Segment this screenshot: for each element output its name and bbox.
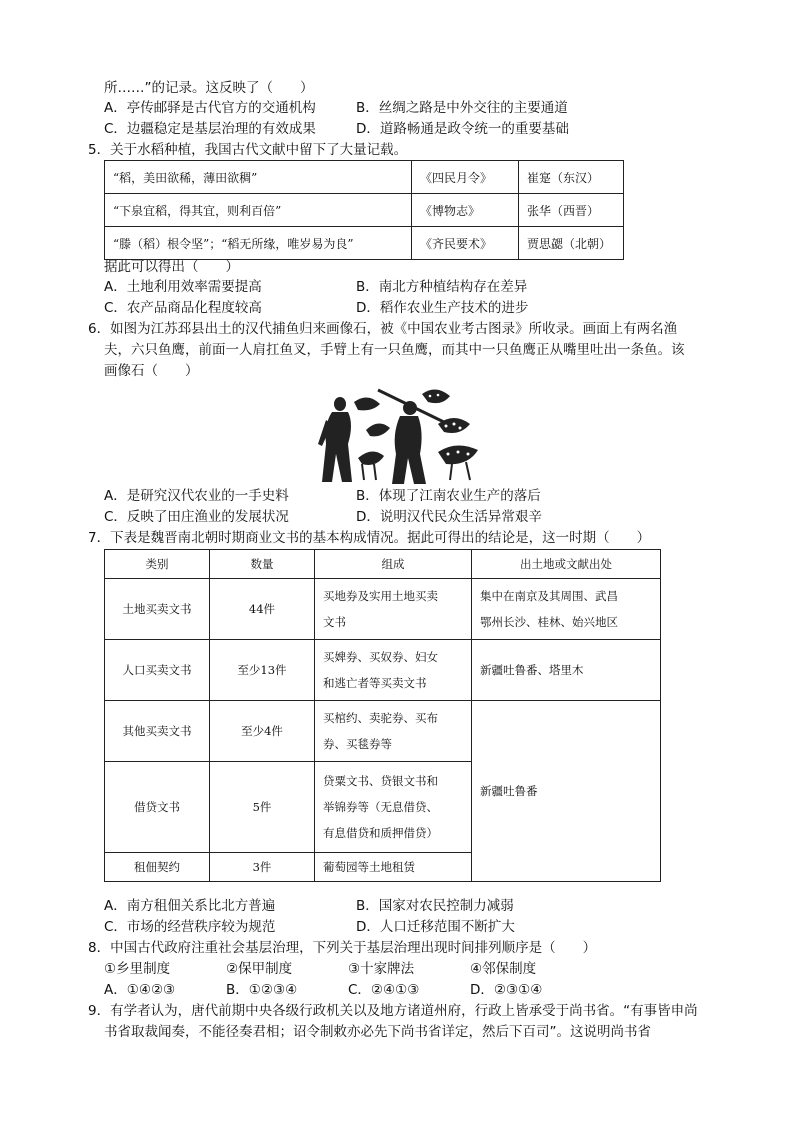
q6-option-d[interactable]: D．说明汉代民众生活异常艰辛 <box>356 509 542 525</box>
q4-option-d[interactable]: D．道路畅通是政令统一的重要基础 <box>356 121 569 137</box>
q8-stem: 8．中国古代政府注重社会基层治理，下列关于基层治理出现时间排列顺序是（ ） <box>88 940 597 956</box>
q4-option-a[interactable]: A．亭传邮驿是古代官方的交通机构 <box>104 100 316 116</box>
cell-line: 券、买毯券等 <box>323 737 392 751</box>
table-header: 出土地或文献出处 <box>472 550 661 579</box>
q4-option-c[interactable]: C．边疆稳定是基层治理的有效成果 <box>104 121 316 137</box>
q7-option-c[interactable]: C．市场的经营秩序较为规范 <box>104 919 276 935</box>
q5-after: 据此可以得出（ ） <box>104 259 239 275</box>
q7-option-a[interactable]: A．南方租佃关系比北方普遍 <box>104 898 276 914</box>
table-cell: 新疆吐鲁番、塔里木 <box>472 640 661 701</box>
table-header: 数量 <box>210 550 315 579</box>
q8-option-c[interactable]: C．②④①③ <box>348 982 420 998</box>
table-row <box>105 227 624 260</box>
table-cell: 张华（西晋） <box>519 194 624 227</box>
table-cell: 借贷文书 <box>105 762 210 853</box>
q7-stem: 7．下表是魏晋南北朝时期商业文书的基本构成情况。据此可得出的结论是，这一时期（ ） <box>88 530 651 546</box>
table-cell <box>315 701 472 762</box>
table-row <box>105 701 661 762</box>
q8-item-2: ②保甲制度 <box>226 961 293 977</box>
table-cell: 土地买卖文书 <box>105 579 210 640</box>
q8-option-b[interactable]: B．①②③④ <box>226 982 298 998</box>
table-cell: 贾思勰（北朝） <box>519 227 624 260</box>
table-cell: 崔寔（东汉） <box>519 161 624 194</box>
q5-option-b[interactable]: B．南北方种植结构存在差异 <box>356 279 528 295</box>
table-cell: 44件 <box>210 579 315 640</box>
q9-stem-line-2: 书省取裁闻奏，不能径奏君相；诏令制敕亦必先下尚书省详定，然后下百司”。这说明尚书省 <box>104 1024 651 1040</box>
table-header: 组成 <box>315 550 472 579</box>
q5-option-c[interactable]: C．农产品商品化程度较高 <box>104 300 262 316</box>
table-cell: 《博物志》 <box>412 194 519 227</box>
table-row <box>105 640 661 701</box>
q6-option-c[interactable]: C．反映了田庄渔业的发展状况 <box>104 509 289 525</box>
q5-table <box>104 160 624 260</box>
cell-line: 买棺约、卖驼券、买布 <box>323 711 438 725</box>
table-cell: 《四民月令》 <box>412 161 519 194</box>
q6-option-b[interactable]: B．体现了江南农业生产的落后 <box>356 488 541 504</box>
q8-option-a[interactable]: A．①④②③ <box>104 982 176 998</box>
q4-stem-tail: 所……”的记录。这反映了（ ） <box>104 80 314 96</box>
table-cell <box>315 762 472 853</box>
cell-line: 贷粟文书、贷银文书和 <box>323 774 438 788</box>
table-cell: 至少4件 <box>210 701 315 762</box>
table-row <box>105 550 661 579</box>
q7-option-d[interactable]: D．人口迁移范围不断扩大 <box>356 919 515 935</box>
q5-stem: 5．关于水稻种植，我国古代文献中留下了大量记载。 <box>88 142 408 158</box>
table-cell: 葡萄园等土地租赁 <box>315 853 472 882</box>
cell-line: 有息借贷和质押借贷） <box>323 826 438 840</box>
table-cell <box>472 579 661 640</box>
q7-table <box>104 549 661 882</box>
table-header: 类别 <box>105 550 210 579</box>
q4-option-b[interactable]: B．丝绸之路是中外交往的主要通道 <box>356 100 568 116</box>
q6-option-a[interactable]: A．是研究汉代农业的一手史料 <box>104 488 289 504</box>
table-cell: 租佃契约 <box>105 853 210 882</box>
q8-item-1: ①乡里制度 <box>104 961 171 977</box>
table-cell: 新疆吐鲁番 <box>472 701 661 882</box>
table-cell: 其他买卖文书 <box>105 701 210 762</box>
q7-option-b[interactable]: B．国家对农民控制力减弱 <box>356 898 514 914</box>
table-cell: 3件 <box>210 853 315 882</box>
table-cell: “稻，美田欲稀，薄田欲稠” <box>105 161 412 194</box>
table-cell: “滕（稻）根令坚”；“稻无所缘，唯岁易为良” <box>105 227 412 260</box>
cell-line: 鄂州长沙、桂林、始兴地区 <box>480 615 618 629</box>
cell-line: 买地券及实用土地买卖 <box>323 589 438 603</box>
cell-line: 举锦券等（无息借贷、 <box>323 800 438 814</box>
cell-line: 买婢券、买奴券、妇女 <box>323 650 438 664</box>
q5-option-a[interactable]: A．土地利用效率需要提高 <box>104 279 262 295</box>
q8-item-4: ④邻保制度 <box>470 961 537 977</box>
q8-option-d[interactable]: D．②③①④ <box>470 982 543 998</box>
fishing-stone-relief-image <box>318 384 496 484</box>
q6-stem-line-3: 画像石（ ） <box>104 363 199 379</box>
table-cell: “下泉宜稻，得其宜，则利百倍” <box>105 194 412 227</box>
q5-option-d[interactable]: D．稻作农业生产技术的进步 <box>356 300 529 316</box>
q8-item-3: ③十家牌法 <box>348 961 415 977</box>
table-cell <box>315 640 472 701</box>
q9-stem-line-1: 9．有学者认为，唐代前期中央各级行政机关以及地方诸道州府，行政上皆承受于尚书省。“有事皆申尚 <box>88 1003 698 1019</box>
cell-line: 集中在南京及其周围、武昌 <box>480 589 618 603</box>
table-cell <box>315 579 472 640</box>
table-row <box>105 579 661 640</box>
q6-stem-line-2: 夫，六只鱼鹰，前面一人肩扛鱼叉，手臂上有一只鱼鹰，而其中一只鱼鹰正从嘴里吐出一条鱼。该 <box>104 342 685 358</box>
cell-line: 文书 <box>323 615 346 629</box>
q6-stem-line-1: 6．如图为江苏邳县出土的汉代捕鱼归来画像石，被《中国农业考古图录》所收录。画面上有两名渔 <box>88 321 678 337</box>
table-cell: 人口买卖文书 <box>105 640 210 701</box>
table-row <box>105 161 624 194</box>
table-cell: 《齐民要术》 <box>412 227 519 260</box>
table-cell: 至少13件 <box>210 640 315 701</box>
table-cell: 5件 <box>210 762 315 853</box>
cell-line: 和逃亡者等买卖文书 <box>323 676 427 690</box>
table-row <box>105 194 624 227</box>
